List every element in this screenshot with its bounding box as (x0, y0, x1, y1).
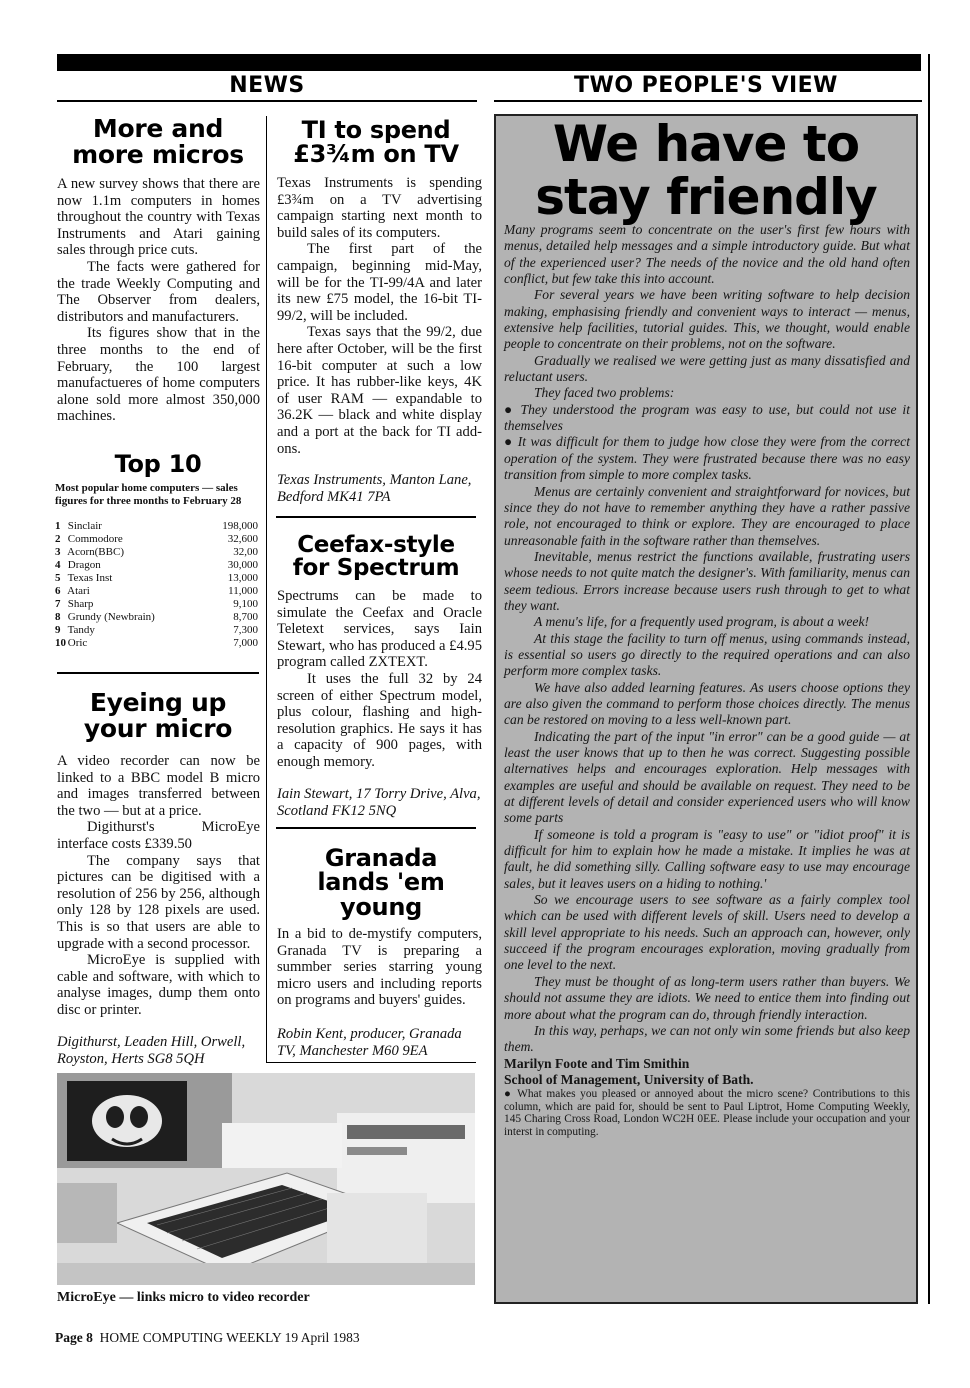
view-para: In this way, perhaps, we can not only win some friends but also keep them. (504, 1022, 910, 1055)
rank: 2 (55, 533, 61, 545)
view-para: Gradually we realised we were getting just as many dissatisfied and reluctant users. (504, 352, 910, 385)
value: 11,000 (228, 585, 258, 597)
view-para: A menu's life, for a frequently used program, is about a week! (534, 614, 870, 630)
view-headline-line1: We have to (552, 115, 860, 173)
eyeing-address: Digithurst, Leaden Hill, Orwell, Royston, Herts SG8 5QH (57, 1034, 246, 1067)
micros-headline-line2: more micros (72, 139, 244, 169)
eyeing-headline-line1: Eyeing up (89, 688, 227, 717)
eyeing-headline (57, 690, 259, 741)
top10-row (55, 624, 258, 637)
ti-para: Texas Instruments is spending £3¾m on a TV advertising campaign starting next month to build sales of its computers. (277, 175, 482, 241)
view-bullet: ● They understood the program was easy to use, but could not use it themselves (504, 401, 910, 434)
view-author: Marilyn Foote and Tim Smithin (504, 1055, 690, 1071)
view-para: At this stage the facility to turn off menus, using commands instead, is essential so users go directly to the required operations and can also perform more complex tasks. (504, 630, 910, 679)
view-body (504, 222, 910, 1139)
divider-granada (276, 827, 476, 829)
divider-granada-bottom (266, 1062, 476, 1063)
view-bullet: ● It was difficult for them to judge how close they were from the correct operation of the system. They were frustrated because there was no easy transition from simple to more complex tasks. (504, 434, 910, 483)
top10-row (55, 520, 258, 533)
news-section-label: NEWS (229, 73, 305, 98)
ti-para: Texas says that the 99/2, due here after October, will be the first 16-bit computer at such a low price. It has rubber-like keys, 4K of user RAM — expandable to 36.2K — black and white display and a port at the back for TI add-ons. (277, 324, 482, 457)
view-affiliation: School of Management, University of Bath. (504, 1071, 754, 1087)
name: Sharp (67, 598, 94, 610)
rank: 9 (55, 624, 61, 636)
eyeing-para: MicroEye is supplied with cable and software, with which to analyse images, dump them onto disc or printer. (57, 952, 260, 1018)
rank: 6 (55, 585, 61, 597)
microeye-photo-illustration (57, 1073, 475, 1285)
top-bar (57, 54, 921, 71)
ti-address: Texas Instruments, Manton Lane, Bedford MK41 7PA (277, 472, 472, 505)
eyeing-para: The company says that pictures can be digitised with a resolution of 256 by 256, although only 128 by 128 pixels are used. This is so that users are able to upgrade with a second processor. (57, 852, 260, 952)
top10-row (55, 637, 258, 650)
rank: 3 (55, 546, 61, 558)
granada-headline-line1: Granada (324, 844, 438, 872)
rank: 1 (55, 520, 61, 532)
top10-row (55, 572, 258, 585)
value: 32,00 (233, 546, 258, 558)
top10-title: Top 10 (114, 450, 202, 478)
name: Texas Inst (67, 572, 113, 584)
value: 7,300 (233, 624, 258, 636)
eyeing-para: A video recorder can now be linked to a BBC model B micro and images transferred between the two — but at a price. (57, 753, 260, 819)
view-para: If someone is told a program is "easy to use" or "idiot proof" it is difficult for him to explain how he made a mistake. It implies he was at fault, he did something silly. Calling software easy to use may encourage sales, but it leaves users on a hiding to nothing.' (504, 826, 910, 891)
rank: 4 (55, 559, 61, 571)
granada-para: In a bid to de-mystify computers, Granada TV is preparing a summber series starring young micro users and including reports on programs and buyers' guides. (277, 926, 482, 1009)
name: Sinclair (67, 520, 102, 532)
view-rule (494, 100, 922, 102)
top10-row (55, 533, 258, 546)
name: Grundy (Newbrain) (67, 611, 155, 623)
granada-address: Robin Kent, producer, Granada TV, Manchester M60 9EA (277, 1026, 462, 1059)
name: Oric (67, 637, 88, 649)
microeye-photo (57, 1073, 475, 1285)
view-para: Many programs seem to concentrate on the user's first few hours with menus, detailed help messages and a simple introductory guide. But what of the experienced user? The needs of the novice and the old hand often conflict, but few take this into account. (504, 222, 910, 287)
ti-headline (276, 118, 476, 167)
top10-row (55, 598, 258, 611)
top10-row (55, 611, 258, 624)
ceefax-headline-line1: Ceefax-style (297, 532, 455, 558)
top10-row (55, 559, 258, 572)
granada-headline-line2: lands 'em (317, 868, 445, 897)
top10-row (55, 546, 258, 559)
ti-para: The first part of the campaign, beginning mid-May, will be for the TI-99/4A and later its new £75 model, the 16-bit TI-99/2, will be included. (277, 241, 482, 324)
value: 7,000 (233, 637, 258, 649)
micros-para: A new survey shows that there are now 1.1m computers in homes throughout the country with Texas Instruments and Atari gaining sales through price cuts. (57, 176, 260, 259)
ceefax-headline (276, 534, 476, 581)
value: 198,000 (222, 520, 258, 532)
rank: 5 (55, 572, 61, 584)
view-para: Menus are certainly convenient and straightforward for novices, but since they do not have to remember anything they have a rather passive role, not encouraged to think or explore. They are encouraged to place unreasonable faith in the software rather than themselves. (504, 483, 910, 548)
column-divider (266, 116, 267, 1062)
top10-subtitle: Most popular home computers — sales figures for three months to February 28 (55, 482, 242, 507)
view-para: Inevitable, menus restrict the functions available, frustrating users whose needs to not quite match the designer's. With familiarity, menus can seem tedious. Errors increase because users rush through to get to what they want. (504, 548, 910, 613)
value: 30,000 (227, 559, 258, 571)
view-para: They must be thought of as long-term users rather than buyers. We should not assume they are idiots. We need to entice them into finding out more about what the program can do, through friendly interaction. (504, 973, 910, 1022)
name: Commodore (67, 533, 123, 545)
micros-para: The facts were gathered for the trade Weekly Computing and The Observer from dealers, distributors and manufacturers. (57, 258, 260, 325)
rank: 8 (55, 611, 61, 623)
eyeing-body (57, 753, 260, 1019)
ceefax-para: Spectrums can be made to simulate the Ceefax and Oracle Teletext services, says Iain Stewart, who has produced a £4.95 program called ZXTEXT. (277, 588, 482, 671)
photo-caption: MicroEye — links micro to video recorder (57, 1290, 310, 1305)
right-edge-rule (928, 54, 930, 1304)
eyeing-para: Digithurst's MicroEye interface costs £339.50 (57, 819, 260, 852)
ti-headline-line2: £3¾m on TV (293, 140, 459, 169)
view-headline-line2: stay friendly (535, 168, 877, 226)
micros-headline-line1: More and (92, 114, 224, 143)
value: 32,600 (227, 533, 258, 545)
name: Dragon (67, 559, 101, 571)
name: Acorn(BBC) (67, 546, 124, 558)
publication-line: HOME COMPUTING WEEKLY 19 April 1983 (99, 1330, 360, 1345)
top10-row (55, 585, 258, 598)
micros-headline (57, 116, 259, 167)
view-para: They faced two problems: (534, 385, 675, 401)
divider-ceefax (276, 516, 476, 518)
ceefax-para: It uses the full 32 by 24 screen of either Spectrum model, plus colour, flashing and high-resolution graphics. He says it has a capacity of 900 pages, with enough memory. (277, 670, 482, 770)
view-para: We have also added learning features. As users choose options they are also given the command to perform those choices directly. The menus can be restored on moving to a less well-known part. (504, 679, 910, 728)
name: Tandy (67, 624, 95, 636)
ceefax-headline-line2: for Spectrum (292, 555, 460, 582)
ceefax-body (277, 588, 482, 771)
value: 9,100 (233, 598, 258, 610)
view-contribution-note: ● What makes you pleased or annoyed about the micro scene? Contributions to this column, which are paid for, should be sent to Paul Liptrot, Home Computing Weekly, 145 Charing Cross Road, London WC2H 0EE. Please include your occupation and your interst in computing. (504, 1088, 910, 1138)
micros-body (57, 176, 260, 425)
ceefax-address: Iain Stewart, 17 Torry Drive, Alva, Scotland FK12 5NQ (277, 786, 481, 819)
granada-headline (276, 846, 486, 919)
granada-headline-line3: young (340, 892, 422, 921)
news-rule (57, 100, 477, 102)
ti-headline-line1: TI to spend (301, 116, 451, 144)
view-headline (496, 115, 916, 226)
rank: 7 (55, 598, 61, 610)
top10-table (55, 520, 258, 650)
eyeing-headline-line2: your micro (83, 713, 233, 743)
page-number: Page 8 (55, 1330, 93, 1345)
ti-body (277, 175, 482, 457)
value: 8,700 (233, 611, 258, 623)
page-footer (55, 1330, 360, 1346)
view-para: Indicating the part of the input "in error" can be a good guide — at least the user knows that up to then he was correct. Suggesting possible alternatives helps and encourages exploration. Help messages with examples are useful and should be available on request. They need to be at different levels of detail and consider experienced users who will know some parts (504, 728, 910, 826)
view-para: For several years we have been writing software to help decision making, emphasising friendly and convenient ways to interact — menus, extensive help facilities, tutorial guides. This, we thought, would enable people to concentrate on their problems, not on the software. (504, 287, 910, 352)
divider-eyeing (57, 672, 259, 674)
view-para: So we encourage users to see software as a fairly complex tool which can be used with different levels of skill. Users need to develop a skill level appropriate to his needs. Such an approach can, however, only succeed if the program encourages exploration, moving gradually from one level to the next. (504, 892, 910, 973)
name: Atari (67, 585, 90, 597)
granada-body (277, 926, 482, 1009)
micros-para: Its figures show that in the three months to the end of February, the 100 largest manufactueres of home computers alone sold more almost 350,000 machines. (57, 325, 260, 425)
value: 13,000 (227, 572, 258, 584)
rank: 10 (55, 637, 66, 649)
two-peoples-view-label: TWO PEOPLE'S VIEW (574, 73, 838, 98)
